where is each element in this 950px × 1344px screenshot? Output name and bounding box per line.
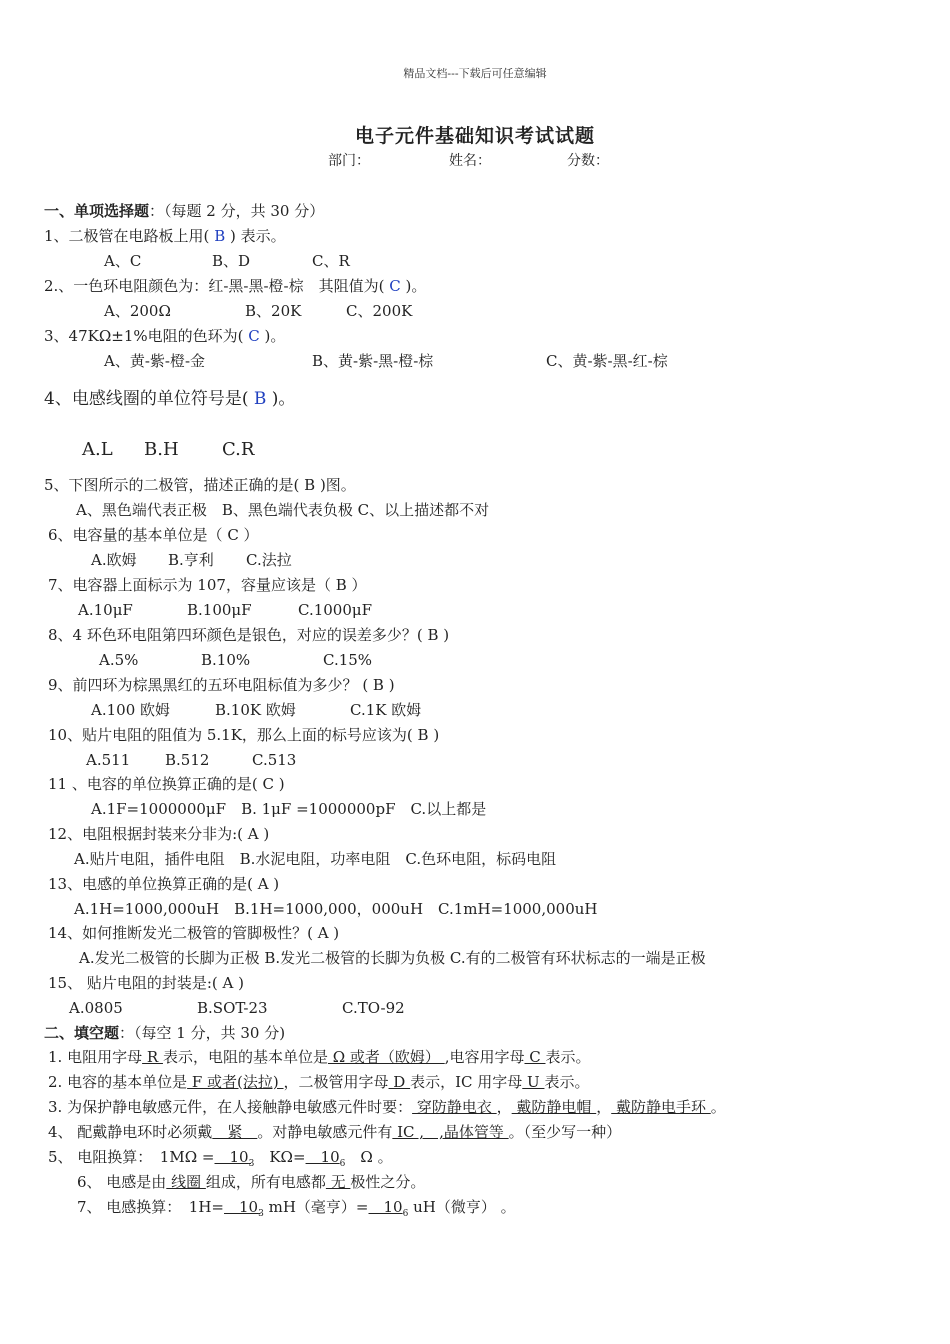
f1-blank-3: C (524, 1048, 546, 1066)
f7-blank-2 (368, 1198, 409, 1219)
q2-answer: C (389, 277, 401, 295)
q4-option-b: B.H (144, 439, 179, 460)
q7-option-a: A.10μF (78, 601, 133, 619)
f4-blank-1: 紧 (212, 1123, 258, 1141)
f5-text: 5、 电阻换算： 1MΩ = (48, 1148, 215, 1166)
name-label: 姓名： (449, 153, 491, 169)
f5-blank-1-base: 10 (214, 1148, 249, 1166)
q10-option-a: A.511 (86, 751, 131, 769)
f2-text: 表示，IC 用字母 (410, 1073, 523, 1091)
f6-text: 6、 电感是由 (77, 1173, 167, 1191)
f3-text: 3. 为保护静电敏感元件，在人接触静电敏感元件时要： (48, 1098, 413, 1116)
q6-option-a: A.欧姆 (91, 551, 137, 569)
f6-blank-1: 线圈 (166, 1173, 206, 1191)
q11-options: A.1F=1000000μF B. 1μF =1000000pF C.以上都是 (91, 800, 487, 818)
section2-note: ：（每空 1 分，共 30 分) (119, 1024, 286, 1042)
q3-option-a: A、黄-紫-橙-金 (104, 352, 206, 370)
score-label: 分数： (567, 153, 609, 169)
q1-text: 1、二极管在电路板上用( (44, 227, 210, 245)
q10-option-b: B.512 (165, 751, 210, 769)
f4-text: 4、 配戴静电环时必须戴 (48, 1123, 213, 1141)
section1-heading-line (44, 204, 324, 219)
question-13: 13、电感的单位换算正确的是( A ) (48, 875, 280, 893)
f5-text: Ω 。 (345, 1148, 393, 1166)
f5-blank-1 (214, 1148, 255, 1169)
f2-text: ，二极管用字母 (283, 1073, 389, 1091)
section2-heading-line (44, 1026, 285, 1041)
question-11: 11 、电容的单位换算正确的是( C ) (48, 775, 285, 793)
f3-blank-1: 穿防静电衣 (412, 1098, 497, 1116)
question-9: 9、前四环为棕黑黑红的五环电阻标值为多少？ ( B ) (48, 676, 395, 694)
question-10: 10、贴片电阻的阻值为 5.1K，那么上面的标号应该为( B ) (48, 726, 440, 744)
q1-option-c: C、R (312, 252, 350, 270)
f6-blank-2: 无 (325, 1173, 351, 1191)
q2-option-c: C、200K (346, 302, 413, 320)
dept-label: 部门： (328, 153, 370, 169)
f5-text: KΩ= (254, 1148, 306, 1166)
q7-option-b: B.100μF (187, 601, 252, 619)
f7-blank-1-base: 10 (224, 1198, 259, 1216)
header-note: 精品文档---下载后可任意编辑 (403, 67, 547, 80)
q15-option-b: B.SOT-23 (197, 999, 268, 1017)
f7-text: mH（毫亨）= (263, 1198, 369, 1216)
f4-blank-2: IC , ,晶体管等 (392, 1123, 509, 1141)
f7-blank-2-exp: 6 (402, 1209, 409, 1219)
q6-option-b: B.亨利 (168, 551, 214, 569)
f7-blank-1 (224, 1198, 264, 1219)
f2-blank-1: F 或者(法拉) (187, 1073, 284, 1091)
q12-options: A.贴片电阻，插件电阻 B.水泥电阻，功率电阻 C.色环电阻，标码电阻 (74, 850, 557, 868)
q8-option-b: B.10% (201, 651, 251, 669)
question-8: 8、4 环色环电阻第四环颜色是银色，对应的误差多少？( B ) (48, 626, 450, 644)
f3-text: ， (596, 1098, 612, 1116)
f1-text: 1. 电阻用字母 (48, 1048, 143, 1066)
q2-option-b: B、20K (245, 302, 302, 320)
f7-blank-1-exp: 3 (258, 1209, 264, 1219)
f2-text: 2. 电容的基本单位是 (48, 1073, 188, 1091)
q1-answer: B (214, 227, 226, 245)
q4-text: 4、电感线圈的单位符号是( (44, 389, 249, 409)
f1-blank-2: Ω 或者（欧姆） (327, 1048, 445, 1066)
fill-5 (48, 1150, 393, 1169)
fill-1 (48, 1050, 591, 1065)
f2-blank-3: U (522, 1073, 545, 1091)
q13-options: A.1H=1000,000uH B.1H=1000,000，000uH C.1mH=1000,000uH (74, 900, 598, 918)
f2-blank-2: D (388, 1073, 411, 1091)
f4-text: 。对静电敏感元件有 (257, 1123, 393, 1141)
question-2 (44, 279, 426, 294)
question-3 (44, 329, 285, 344)
q1-option-a: A、C (104, 252, 142, 270)
q4-option-a: A.L (82, 439, 113, 460)
section1-note: ：（每题 2 分，共 30 分） (149, 202, 325, 220)
q4-option-c: C.R (222, 439, 255, 460)
q8-option-a: A.5% (99, 651, 139, 669)
f4-text: 。（至少写一种） (508, 1123, 622, 1141)
question-4 (44, 391, 295, 408)
page-title: 电子元件基础知识考试试题 (354, 125, 595, 147)
f2-text: 表示。 (544, 1073, 590, 1091)
q5-options: A、黑色端代表正极 B、黑色端代表负极 C、以上描述都不对 (76, 501, 490, 519)
fill-6 (77, 1175, 425, 1190)
q9-option-c: C.1K 欧姆 (350, 701, 422, 719)
section1-heading: 一、单项选择题 (44, 202, 150, 220)
f5-blank-2 (305, 1148, 346, 1169)
q10-option-c: C.513 (252, 751, 297, 769)
q9-option-b: B.10K 欧姆 (215, 701, 296, 719)
q14-options: A.发光二极管的长脚为正极 B.发光二极管的长脚为负极 C.有的二极管有环状标志的一端是正极 (79, 949, 706, 967)
q2-option-a: A、200Ω (104, 302, 171, 320)
f5-blank-2-base: 10 (305, 1148, 340, 1166)
f7-text: uH（微亨） 。 (408, 1198, 516, 1216)
q8-option-c: C.15% (323, 651, 373, 669)
q3-option-b: B、黄-紫-黑-橙-棕 (312, 352, 434, 370)
q4-answer: B (253, 389, 267, 409)
question-1 (44, 229, 286, 244)
f1-blank-1: R (142, 1048, 163, 1066)
q3-text-end: )。 (264, 327, 286, 345)
question-5: 5、下图所示的二极管，描述正确的是( B )图。 (44, 476, 356, 494)
f3-blank-3: 戴防静电手环 (611, 1098, 711, 1116)
f7-blank-2-base: 10 (368, 1198, 403, 1216)
f5-blank-2-exp: 6 (339, 1159, 346, 1169)
q3-text: 3、47KΩ±1%电阻的色环为( (44, 327, 244, 345)
q9-option-a: A.100 欧姆 (91, 701, 170, 719)
fill-3 (48, 1100, 726, 1115)
q4-text-end: )。 (271, 389, 296, 409)
fill-4 (48, 1125, 621, 1140)
f3-text: ， (496, 1098, 512, 1116)
f5-blank-1-exp: 3 (248, 1159, 255, 1169)
q3-answer: C (248, 327, 260, 345)
section2-heading: 二、填空题 (44, 1024, 120, 1042)
question-7: 7、电容器上面标示为 107，容量应该是（ B ） (48, 576, 367, 594)
f3-text: 。 (710, 1098, 726, 1116)
f3-blank-2: 戴防静电帽 (511, 1098, 597, 1116)
f1-text: 表示。 (545, 1048, 591, 1066)
question-15: 15、 贴片电阻的封装是:( A ) (48, 974, 244, 992)
q2-text-end: )。 (405, 277, 427, 295)
fill-7 (77, 1200, 516, 1219)
q6-option-c: C.法拉 (246, 551, 292, 569)
fill-2 (48, 1075, 589, 1090)
question-14: 14、如何推断发光二极管的管脚极性？( A ) (48, 924, 340, 942)
q7-option-c: C.1000μF (298, 601, 373, 619)
f1-text: ,电容用字母 (444, 1048, 525, 1066)
question-6: 6、电容量的基本单位是（ C ） (48, 526, 259, 544)
q3-option-c: C、黄-紫-黑-红-棕 (546, 352, 668, 370)
f1-text: 表示，电阻的基本单位是 (162, 1048, 328, 1066)
f7-text: 7、 电感换算： 1H= (77, 1198, 225, 1216)
question-12: 12、电阻根据封装来分非为:( A ) (48, 825, 270, 843)
q15-option-a: A.0805 (69, 999, 123, 1017)
q15-option-c: C.TO-92 (342, 999, 405, 1017)
f6-text: 组成，所有电感都 (205, 1173, 326, 1191)
q1-option-b: B、D (212, 252, 251, 270)
q1-text-end: ) 表示。 (230, 227, 286, 245)
q2-text: 2.、一色环电阻颜色为：红-黑-黑-橙-棕 其阻值为( (44, 277, 385, 295)
f6-text: 极性之分。 (350, 1173, 426, 1191)
